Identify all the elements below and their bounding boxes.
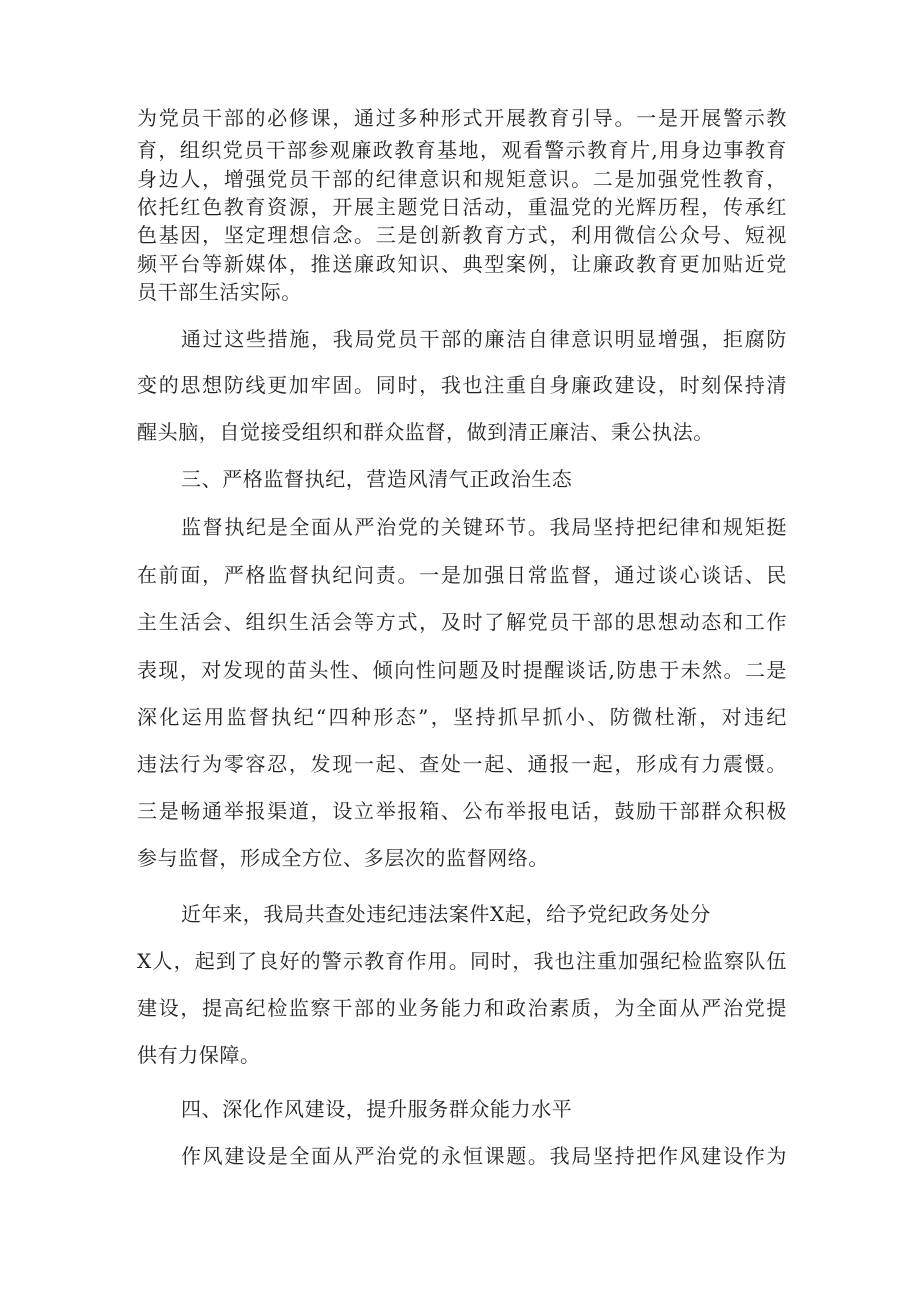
section-heading-4: 四、深化作风建设，提升服务群众能力水平 [181,1097,573,1121]
paragraph-4-line-4: 供有力保障。 [137,1043,261,1067]
paragraph-3-line-4: 表现，对发现的苗头性、倾向性问题及时提醒谈话,防患于未然。二是 [137,658,787,682]
paragraph-3-line-1: 监督执纪是全面从严治党的关键环节。我局坚持把纪律和规矩挺 [181,515,787,539]
paragraph-3-line-8: 参与监督，形成全方位、多层次的监督网络。 [137,846,549,870]
paragraph-1-line-6: 频平台等新媒体，推送廉政知识、典型案例，让廉政教育更加贴近党 [137,252,787,276]
paragraph-3-line-6: 违法行为零容忍，发现一起、查处一起、通报一起，形成有力震慑。 [137,752,787,776]
paragraph-4-line-2: X人，起到了良好的警示教育作用。同时，我也注重加强纪检监察队伍 [137,949,787,973]
paragraph-3-line-3: 主生活会、组织生活会等方式，及时了解党员干部的思想动态和工作 [137,610,787,634]
paragraph-4-line-1: 近年来，我局共查处违纪违法案件X起，给予党纪政务处分 [181,902,711,926]
paragraph-5-line-1: 作风建设是全面从严治党的永恒课题。我局坚持把作风建设作为 [181,1144,787,1168]
paragraph-3-line-2: 在前面，严格监督执纪问责。一是加强日常监督，通过谈心谈话、民 [137,563,787,587]
paragraph-1-line-7: 员干部生活实际。 [137,280,302,304]
paragraph-1-line-4: 依托红色教育资源，开展主题党日活动，重温党的光辉历程，传承红 [137,195,787,219]
paragraph-3-line-7: 三是畅通举报渠道，设立举报箱、公布举报电话，鼓励干部群众积极 [137,799,787,823]
paragraph-2-line-3: 醒头脑，自觉接受组织和群众监督，做到清正廉洁、秉公执法。 [137,420,714,444]
section-heading-3: 三、严格监督执纪，营造风清气正政治生态 [181,467,573,491]
paragraph-4-line-3: 建设，提高纪检监察干部的业务能力和政治素质，为全面从严治党提 [137,996,787,1020]
paragraph-1-line-3: 身边人，增强党员干部的纪律意识和规矩意识。二是加强党性教育， [137,167,787,191]
paragraph-2-line-2: 变的思想防线更加牢固。同时，我也注重自身廉政建设，时刻保持清 [137,373,787,397]
paragraph-1-line-5: 色基因，坚定理想信念。三是创新教育方式，利用微信公众号、短视 [137,223,787,247]
paragraph-2-line-1: 通过这些措施，我局党员干部的廉洁自律意识明显增强，拒腐防 [181,327,787,351]
paragraph-3-line-5: 深化运用监督执纪“四种形态”，坚持抓早抓小、防微杜渐，对违纪 [137,705,787,729]
paragraph-1-line-1: 为党员干部的必修课，通过多种形式开展教育引导。一是开展警示教 [137,106,787,130]
paragraph-1-line-2: 育，组织党员干部参观廉政教育基地，观看警示教育片,用身边事教育 [137,138,787,162]
